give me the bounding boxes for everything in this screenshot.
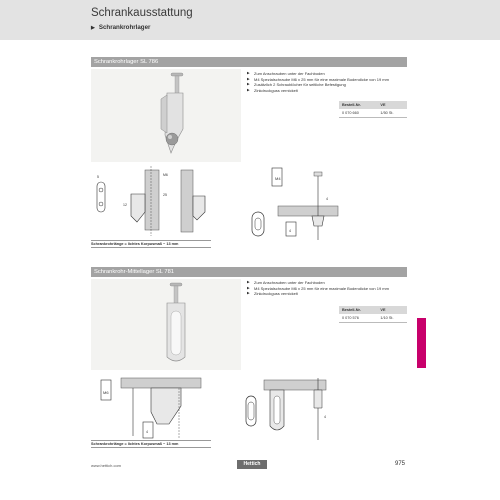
packing-unit: 1/10 St. <box>377 314 407 323</box>
order-table-sl781 <box>339 306 407 323</box>
dim-label: 4 <box>146 430 148 434</box>
caption-sl786: Schrankrohrlänge = lichtes Korpusmaß − 13 mm <box>91 240 211 248</box>
triangle-bullet-icon: ▶ <box>247 76 250 81</box>
feature-list-sl781 <box>247 280 407 297</box>
table-header-order-no: Bestell-Nr. <box>339 306 377 314</box>
feature-item: ▶ Zinkdruckguss vernickelt <box>247 87 298 93</box>
dim-label: M4 <box>275 176 281 181</box>
technical-drawing-sl781-front <box>240 374 340 442</box>
triangle-bullet-icon: ▶ <box>247 280 250 284</box>
dim-label: M6 <box>103 390 109 395</box>
table-header-order-no: Bestell-Nr. <box>339 101 377 109</box>
hettich-logo <box>237 460 267 469</box>
triangle-bullet-icon: ▶ <box>247 87 250 92</box>
order-table-sl786 <box>339 101 407 118</box>
triangle-bullet-icon: ▶ <box>247 291 250 296</box>
dim-label: 12 <box>123 203 127 207</box>
feature-item: ▶ Zum Anschrauben unter der Fachboden <box>247 71 325 76</box>
subtitle-text: Schrankrohrlager <box>98 24 151 31</box>
technical-drawing-sl786-front <box>248 160 348 240</box>
page-subtitle <box>91 24 150 31</box>
footer-url-link[interactable]: www.hettich.com <box>91 463 122 468</box>
feature-item: ▶ Zum Anschrauben unter der Fachboden <box>247 280 325 285</box>
dim-label: 4 <box>324 415 326 419</box>
section-title-sl781: Schrankrohr-Mittellager SL 781 <box>91 267 407 277</box>
page-number: 975 <box>395 461 406 467</box>
caption-sl781: Schrankrohrlänge = lichtes Korpusmaß − 13 mm <box>91 440 211 448</box>
feature-item: ▶ M4 Spezialschraube M6 x 25 mm für eine maximale Bodendicke von 19 mm <box>247 285 389 291</box>
table-row <box>339 109 407 118</box>
dim-label: 4 <box>326 197 328 201</box>
table-row <box>339 314 407 323</box>
page-title: Schrankausstattung <box>91 7 193 19</box>
dim-label: 25 <box>163 193 167 197</box>
triangle-bullet-icon: ▶ <box>91 25 95 31</box>
order-number: 0 070 660 <box>339 109 377 118</box>
feature-list-sl786 <box>247 71 407 93</box>
triangle-bullet-icon: ▶ <box>247 285 250 290</box>
section-title-sl786: Schrankrohrlager SL 786 <box>91 57 407 67</box>
triangle-bullet-icon: ▶ <box>247 71 250 75</box>
table-header-ve: VE <box>377 101 407 109</box>
triangle-bullet-icon: ▶ <box>247 82 250 87</box>
order-number: 0 070 576 <box>339 314 377 323</box>
feature-item: ▶ Zinkdruckguss vernickelt <box>247 291 298 297</box>
dim-label: 4 <box>289 229 291 233</box>
chapter-tab <box>417 318 426 368</box>
table-header-ve: VE <box>377 306 407 314</box>
dim-label: 5 <box>97 175 99 179</box>
packing-unit: 1/50 St. <box>377 109 407 118</box>
technical-drawing-sl781-side <box>91 372 211 440</box>
product-image-sl781 <box>91 279 241 370</box>
page-header <box>0 0 500 40</box>
logo-text: Hettich <box>237 460 267 469</box>
feature-item: ▶ M4 Spezialschraube M6 x 25 mm für eine maximale Bodendicke von 19 mm <box>247 76 389 82</box>
dim-label: M6 <box>163 173 168 177</box>
technical-drawing-sl786-side <box>91 166 211 238</box>
feature-item: ▶ Zusätzlich 2 Schraublöcher für seitliche Befestigung <box>247 82 346 88</box>
product-image-sl786 <box>91 69 241 162</box>
